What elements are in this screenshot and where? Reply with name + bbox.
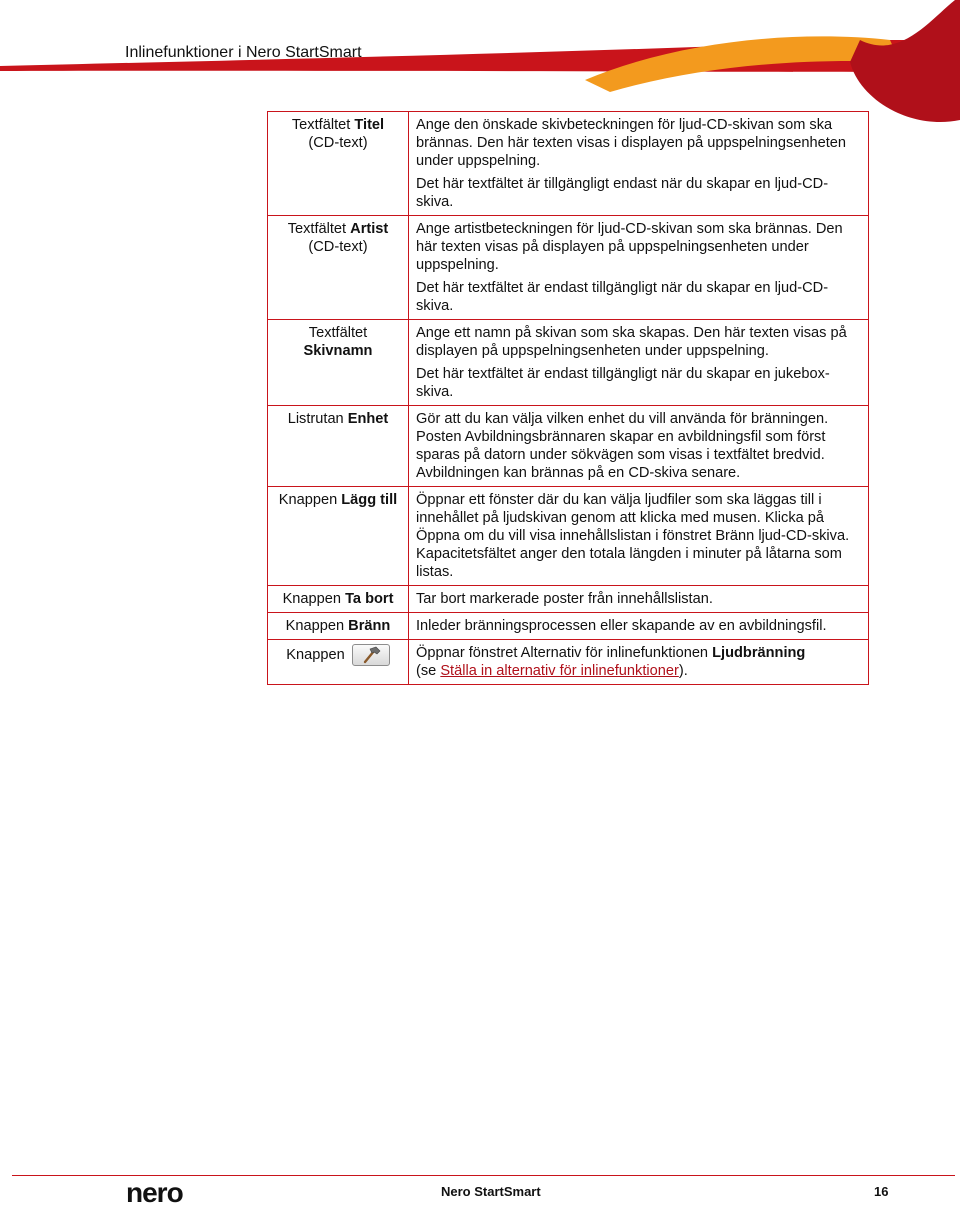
description-paragraph: Ange artistbeteckningen för ljud-CD-skivan som ska brännas. Den här texten visas på displayen på uppspelningsenheten under uppspelning.	[416, 221, 843, 273]
row-description	[409, 320, 869, 406]
row-description	[409, 487, 869, 586]
row-label: Knappen Lägg till	[268, 487, 409, 586]
row-label: Textfältet Titel (CD-text)	[268, 112, 409, 216]
table-row	[268, 112, 869, 216]
description-paragraph: Öppnar ett fönster där du kan välja ljudfiler som ska läggas till i innehållet på ljudskivan genom att klicka med musen. Klicka på Öppna om du vill visa innehållslistan i fönstret Bränn ljud-CD-skiva. Kapacitetsfältet anger den totala längden i minuter på låtarna som listas.	[416, 492, 850, 580]
footer-divider	[12, 1175, 955, 1176]
description-paragraph: Det här textfältet är endast tillgängligt när du skapar en ljud-CD-skiva.	[416, 280, 829, 314]
description-paragraph: Ange ett namn på skivan som ska skapas. Den här texten visas på displayen på uppspelningsenheten under uppspelning.	[416, 325, 847, 359]
row-label-options: Knappen	[268, 640, 409, 685]
table-row	[268, 487, 869, 586]
footer-product-name: Nero StartSmart	[441, 1184, 541, 1199]
row-description	[409, 613, 869, 640]
options-link[interactable]: Ställa in alternativ för inlinefunktioner	[440, 663, 679, 679]
row-description	[409, 216, 869, 320]
table-row	[268, 613, 869, 640]
row-label: Knappen Ta bort	[268, 586, 409, 613]
row-desc-options: Öppnar fönstret Alternativ för inlinefunktionen Ljudbränning (se Ställa in alternativ för inlinefunktioner).	[409, 640, 869, 685]
table-row-options	[268, 640, 869, 685]
description-paragraph: Ange den önskade skivbeteckningen för ljud-CD-skivan som ska brännas. Den här texten visas i displayen på uppspelningsenheten under uppspelning.	[416, 117, 846, 169]
description-paragraph: Tar bort markerade poster från innehållslistan.	[416, 591, 713, 607]
description-paragraph: Gör att du kan välja vilken enhet du vill använda för bränningen. Posten Avbildningsbrännaren skapar en avbildningsfil som först sparas på datorn under sökvägen som visas i textfältet bredvid. Avbildningen kan brännas på en CD-skiva senare.	[416, 411, 829, 481]
row-label: Textfältet Artist (CD-text)	[268, 216, 409, 320]
hammer-icon	[360, 646, 382, 664]
description-paragraph: Det här textfältet är tillgängligt endast när du skapar en ljud-CD-skiva.	[416, 176, 829, 210]
page-header-title: Inlinefunktioner i Nero StartSmart	[125, 44, 362, 61]
nero-logo	[126, 1178, 210, 1208]
row-label: Textfältet Skivnamn	[268, 320, 409, 406]
row-description	[409, 406, 869, 487]
table-row	[268, 320, 869, 406]
page-number: 16	[874, 1184, 889, 1199]
row-description	[409, 586, 869, 613]
table-row	[268, 406, 869, 487]
options-button[interactable]	[352, 644, 390, 666]
row-description	[409, 112, 869, 216]
function-table	[267, 111, 869, 685]
description-paragraph: Det här textfältet är endast tillgängligt när du skapar en jukebox-skiva.	[416, 366, 830, 400]
description-paragraph: Inleder bränningsprocessen eller skapande av en avbildningsfil.	[416, 618, 827, 634]
table-row	[268, 216, 869, 320]
row-label: Listrutan Enhet	[268, 406, 409, 487]
table-row	[268, 586, 869, 613]
row-label: Knappen Bränn	[268, 613, 409, 640]
svg-text:nero: nero	[126, 1178, 183, 1208]
